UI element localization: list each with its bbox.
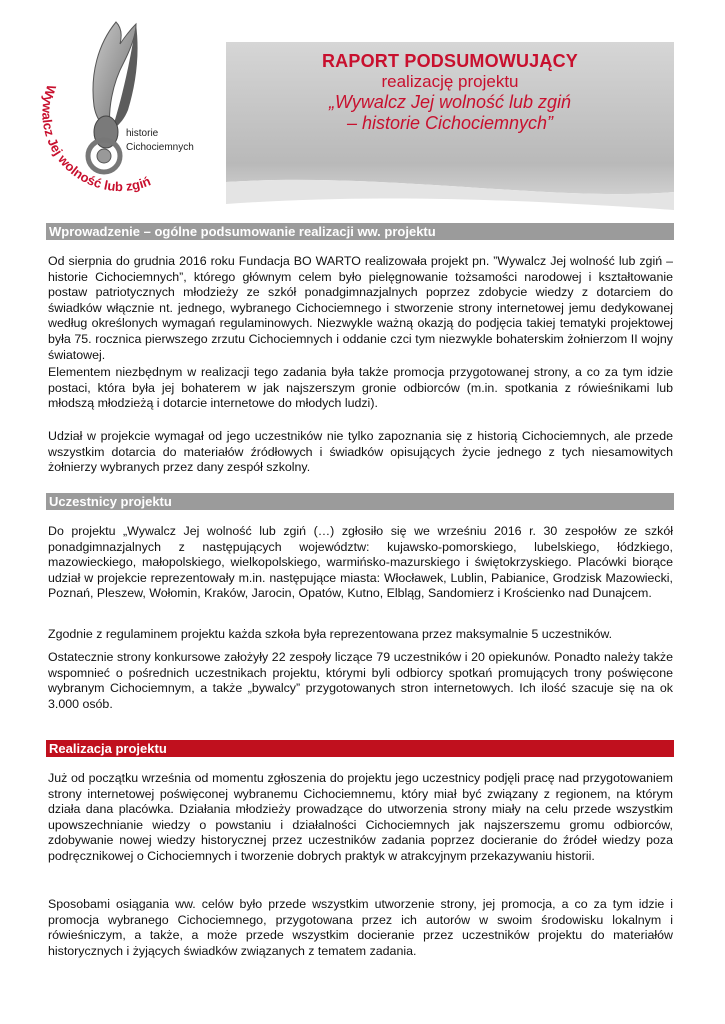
- intro-paragraph-3: Udział w projekcie wymagał od jego uczestników nie tylko zapoznania się z historią Cichociemnych, ale przede wszystkim dotarcia do materiałów źródłowych i świadków opisujących życie jednego z tych niesamowitych żołnierzy wybranych przez dany zespół szkolny.: [48, 429, 673, 475]
- realization-paragraph-1: Już od początku września od momentu zgłoszenia do projektu jego uczestnicy podjęli pracę nad przygotowaniem strony internetowej poświęconej wybranemu Cichociemnemu, który miał być związany z regionem, na którym działa dana placówka. Działania młodzieży prowadzące do utworzenia strony miały na celu przede wszystkim upowszechnianie wiedzy o powstaniu i działalności Cichociemnych jak najszerszemu gromu odbiorców, zdobywanie nowej wiedzy historycznej przez uczestników zadania poprzez docieranie do źródeł wiedzy poza podręcznikowej o Cichociemnych i tworzenie dobrych praktyk w atrakcyjnym przekazywaniu historii.: [48, 771, 673, 863]
- logo-line1: historie: [126, 128, 159, 139]
- report-subtitle: realizację projektu: [381, 72, 519, 91]
- participants-paragraph-1: Do projektu „Wywalcz Jej wolność lub zgiń (…) zgłosiło się we wrześniu 2016 r. 30 zespołów ze szkół ponadgimnazjalnych z następujących województw: kujawsko-pomorskiego, lubelskiego, łódzkiego, mazowieckiego, małopolskiego, wielkopolskiego, warmińsko-mazurskiego i świętokrzyskiego. Placówki biorące udział w projekcie reprezentowały m.in. następujące miasta: Włocławek, Lublin, Pabianice, Grodzisk Mazowiecki, Poznań, Pleszew, Wołomin, Kraków, Jarocin, Opatów, Kutno, Elbląg, Sandomierz i Krościenko nad Dunajcem.: [48, 524, 673, 601]
- section-heading-intro: Wprowadzenie – ogólne podsumowanie realizacji ww. projektu: [46, 223, 674, 240]
- participants-paragraph-3: Ostatecznie strony konkursowe założyły 22 zespoły liczące 79 uczestników i 20 opiekunów. Ponadto należy także wspomnieć o pośrednich uczestnikach projektu, którymi byli odbiorcy spotkań promujących trony poświęcone wybranym Cichociemnym, a także „bywalcy” przygotowanych stron internetowych. Ich ilość szacuje się na ok 3.000 osób.: [48, 650, 673, 711]
- logo-emblem: [28, 14, 218, 199]
- participants-paragraph-2: Zgodnie z regulaminem projektu każda szkoła była reprezentowana przez maksymalnie 5 uczestników.: [48, 627, 613, 641]
- logo-arc-text: Wywalcz Jej wolność lub zgiń: [39, 82, 153, 195]
- logo-line2: Cichociemnych: [126, 142, 194, 153]
- report-header: [226, 42, 674, 210]
- project-logo: [28, 14, 218, 199]
- realization-paragraph-2: Sposobami osiągania ww. celów było przede wszystkim utworzenie strony, jej promocja, a co za tym idzie i promocja wybranego Cichociemnego, przygotowana przez ich autorów w swoim środowisku lokalnym i rówieśniczym, a także, a może przede wszystkim docieranie przez uczestników projektu do materiałów historycznych i żyjących świadków związanych z tematem zadania.: [48, 897, 673, 958]
- project-name-line2: – historie Cichociemnych”: [346, 113, 554, 133]
- section-heading-participants: Uczestnicy projektu: [46, 493, 674, 510]
- section-heading-realization: Realizacja projektu: [46, 740, 674, 757]
- intro-paragraph-2: Elementem niezbędnym w realizacji tego zadania była także promocja przygotowanej strony, a co za tym idzie postaci, która była jej bohaterem w jak najszerszym gronie odbiorców (m.in. spotkania z rówieśnikami lub młodszą młodzieżą i dotarcie internetowe do młodych ludzi).: [48, 365, 673, 411]
- project-name-line1: „Wywalcz Jej wolność lub zgiń: [328, 92, 572, 112]
- intro-paragraph-1: Od sierpnia do grudnia 2016 roku Fundacja BO WARTO realizowała projekt pn. ”Wywalcz Jej wolność lub zgiń – historie Cichociemnych”, którego głównym celem było pielęgnowanie tożsamości narodowej i kształtowanie postaw patriotycznych młodzieży ze szkół ponadgimnazjalnych poprzez zdobycie wiedzy z dotarciem do świadków włącznie nt. jednego, wybranego Cichociemnego i stworzenie strony internetowej jemu dedykowanej według określonych wymagań regulaminowych. Niezwykle ważną okazją do podjęcia takiej tematyki projektowej była 75. rocznica pierwszego zrzutu Cichociemnych i oddanie czci tym niezwykle bohaterskim żołnierzom II wojny światowej.: [48, 254, 673, 362]
- report-title: RAPORT PODSUMOWUJĄCY: [321, 51, 578, 71]
